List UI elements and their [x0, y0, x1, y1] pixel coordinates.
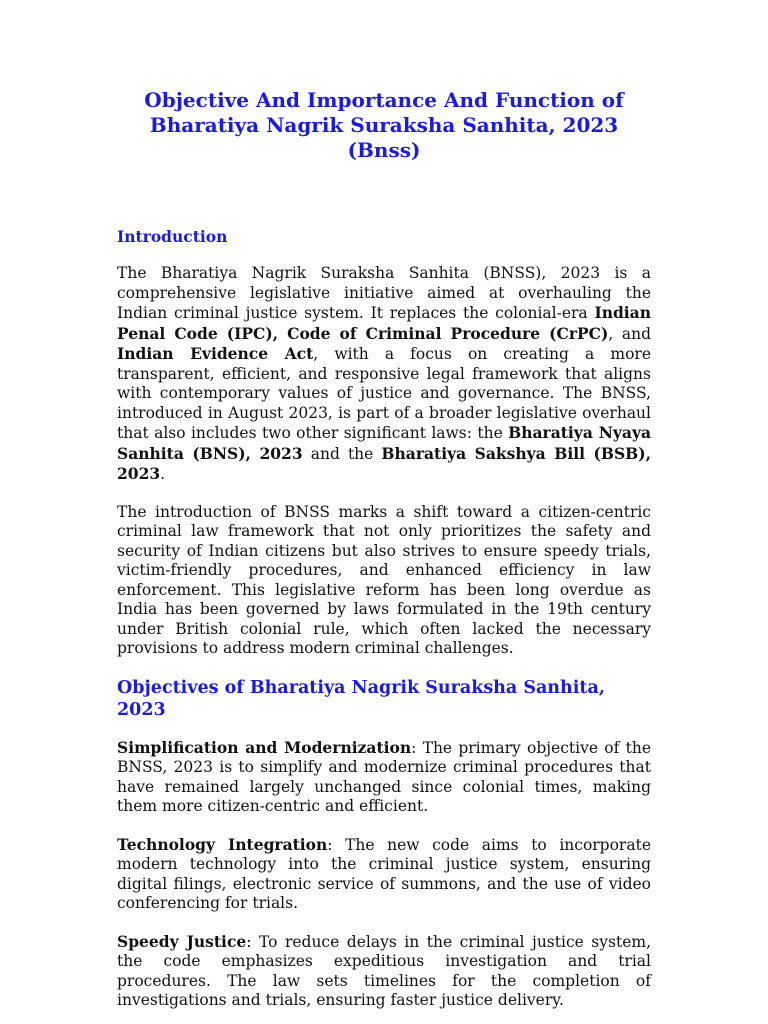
objective-item: [117, 835, 651, 914]
intro-p1-bold-3: Bharatiya Nyaya Sanhita (BNS), 2023: [117, 423, 651, 463]
introduction-paragraph-2: The introduction of BNSS marks a shift toward a citizen-centric criminal law framework that not only prioritizes the safety and security of Indian citizens but also strives to ensure speedy trials, victim-friendly procedures, and enhanced efficiency in law enforcement. This legislative reform has been long overdue as India has been governed by laws formulated in the 19th century under British colonial rule, which often lacked the necessary provisions to address modern criminal challenges.: [117, 502, 651, 657]
objective-item: [117, 738, 651, 817]
objective-item: [117, 932, 651, 1011]
intro-p1-text-4: and the: [302, 444, 382, 463]
objective-term: Speedy Justice: [117, 931, 247, 951]
title-line-2: Bharatiya Nagrik Suraksha Sanhita, 2023 (Bnss): [149, 113, 619, 162]
objective-text: : The new code aims to incorporate modern technology into the criminal justice system, ensuring digital filings, electronic service of summons, and the use of video conferencing for trials.: [117, 835, 651, 912]
objective-term: Simplification and Modernization: [117, 737, 412, 757]
intro-p1-text-3: , with a focus on creating a more transparent, efficient, and responsive legal framework that aligns with contemporary values of justice and governance. The BNSS, introduced in August 2023, is part of a broader legislative overhaul that also includes two other significant laws: the: [117, 345, 652, 442]
introduction-paragraph-1: [117, 264, 651, 485]
introduction-heading: Introduction: [117, 227, 228, 246]
objectives-heading: Objectives of Bharatiya Nagrik Suraksha Sanhita, 2023: [117, 677, 605, 720]
document-title: [117, 88, 651, 163]
objective-term: Technology Integration: [117, 834, 328, 854]
objective-text: : To reduce delays in the criminal justice system, the code emphasizes expeditious investigation and trial procedures. The law sets timelines for the completion of investigations and trials, ensuring faster justice delivery.: [117, 932, 651, 1009]
objective-text: : The primary objective of the BNSS, 2023 is to simplify and modernize criminal procedures that have remained largely unchanged since colonial times, making them more citizen-centric and efficient.: [117, 738, 651, 815]
intro-p1-bold-1: Indian Penal Code (IPC), Code of Criminal Procedure (CrPC): [117, 303, 651, 343]
intro-p1-text-5: .: [160, 465, 166, 483]
intro-p1-bold-2: Indian Evidence Act: [117, 344, 314, 363]
title-line-1: Objective And Importance And Function of: [144, 88, 624, 112]
intro-p1-text-1: The Bharatiya Nagrik Suraksha Sanhita (BNSS), 2023 is a comprehensive legislative initiative aimed at overhauling the Indian criminal justice system. It replaces the colonial-era: [117, 264, 651, 322]
intro-p1-bold-4: Bharatiya Sakshya Bill (BSB), 2023: [117, 443, 652, 483]
intro-p1-text-2: , and: [608, 324, 651, 343]
